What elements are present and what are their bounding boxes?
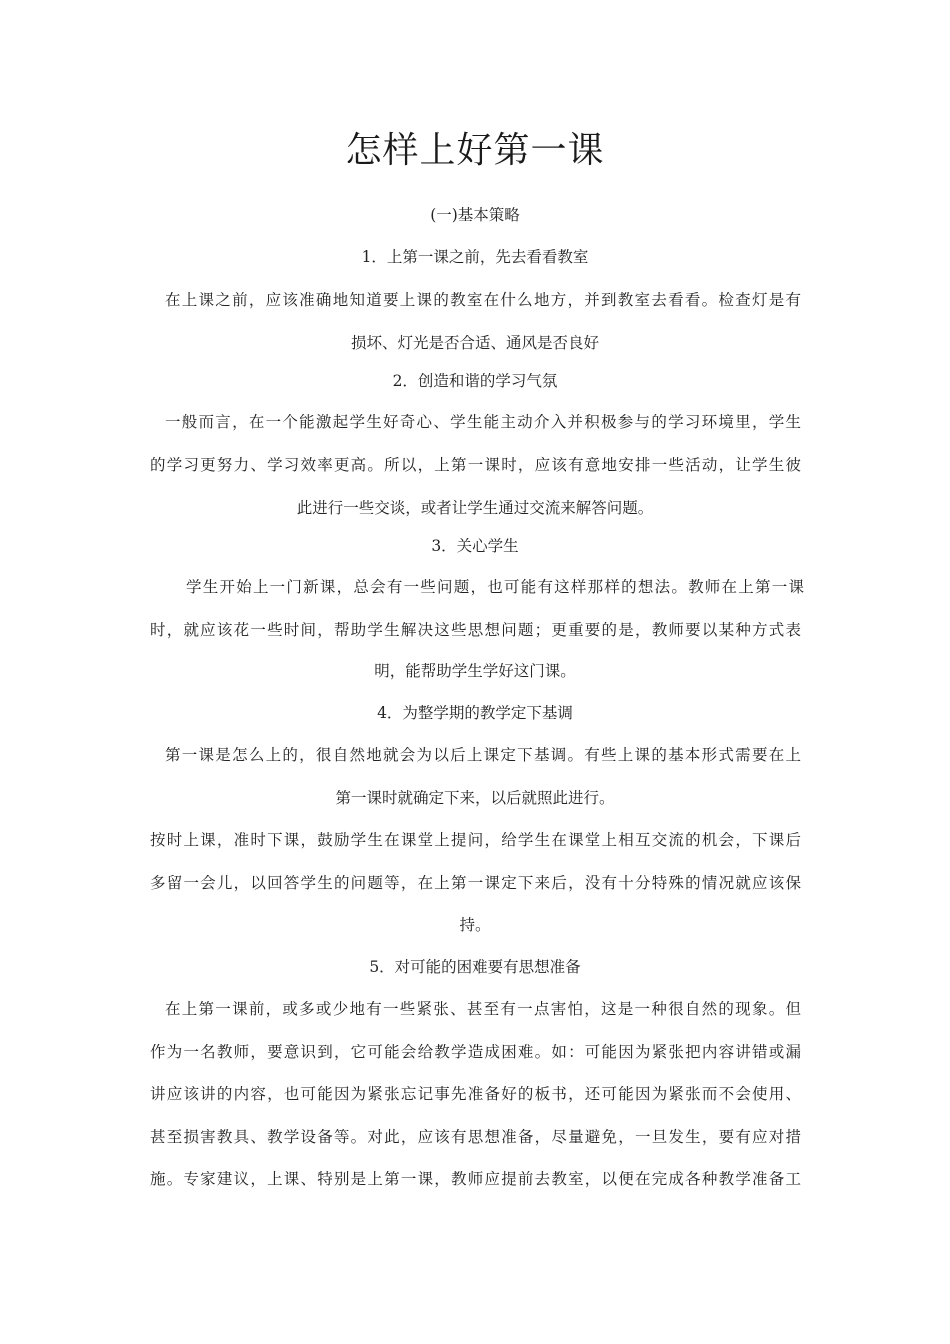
subsection-heading: 1．上第一课之前，先去看看教室 — [361, 248, 589, 266]
paragraph-line: 施。专家建议，上课、特别是上第一课，教师应提前去教室，以便在完成各种教学准备工 — [150, 1170, 801, 1188]
paragraph-line: 明，能帮助学生学好这门课。 — [374, 662, 576, 680]
subsection-heading: 5．对可能的困难要有思想准备 — [369, 958, 581, 976]
paragraph-line: 此进行一些交谈，或者让学生通过交流来解答问题。 — [296, 499, 654, 517]
paragraph-line: 按时上课，准时下课，鼓励学生在课堂上提问，给学生在课堂上相互交流的机会，下课后 — [150, 831, 801, 849]
paragraph-line: 在上课之前，应该准确地知道要上课的教室在什么地方，并到教室去看看。检查灯是有 — [165, 291, 801, 309]
paragraph-line: 持。 — [459, 916, 491, 934]
subsection-heading: 4．为整学期的教学定下基调 — [377, 704, 573, 722]
section-heading: (一)基本策略 — [430, 206, 520, 224]
paragraph-line: 时，就应该花一些时间，帮助学生解决这些思想问题；更重要的是，教师要以某种方式表 — [150, 621, 801, 639]
subsection-heading: 3．关心学生 — [431, 537, 519, 555]
paragraph-line: 一般而言，在一个能激起学生好奇心、学生能主动介入并积极参与的学习环境里，学生 — [165, 413, 801, 431]
document-title: 怎样上好第一课 — [345, 130, 605, 171]
paragraph-line: 讲应该讲的内容，也可能因为紧张忘记事先准备好的板书，还可能因为紧张而不会使用、 — [150, 1085, 801, 1103]
paragraph-line: 的学习更努力、学习效率更高。所以，上第一课时，应该有意地安排一些活动，让学生彼 — [150, 456, 801, 474]
paragraph-line: 多留一会儿，以回答学生的问题等，在上第一课定下来后，没有十分特殊的情况就应该保 — [150, 874, 801, 892]
paragraph-line: 学生开始上一门新课，总会有一些问题，也可能有这样那样的想法。教师在上第一课 — [186, 578, 804, 596]
paragraph-line: 作为一名教师，要意识到，它可能会给教学造成困难。如：可能因为紧张把内容讲错或漏 — [150, 1043, 801, 1061]
paragraph-line: 在上第一课前，或多或少地有一些紧张、甚至有一点害怕，这是一种很自然的现象。但 — [165, 1000, 801, 1018]
paragraph-line: 损坏、灯光是否合适、通风是否良好 — [350, 334, 599, 352]
subsection-heading: 2．创造和谐的学习气氛 — [392, 372, 558, 390]
paragraph-line: 第一课时就确定下来，以后就照此进行。 — [335, 789, 615, 807]
paragraph-line: 第一课是怎么上的，很自然地就会为以后上课定下基调。有些上课的基本形式需要在上 — [165, 746, 801, 764]
paragraph-line: 甚至损害教具、教学设备等。对此，应该有思想准备，尽量避免，一旦发生，要有应对措 — [150, 1128, 801, 1146]
